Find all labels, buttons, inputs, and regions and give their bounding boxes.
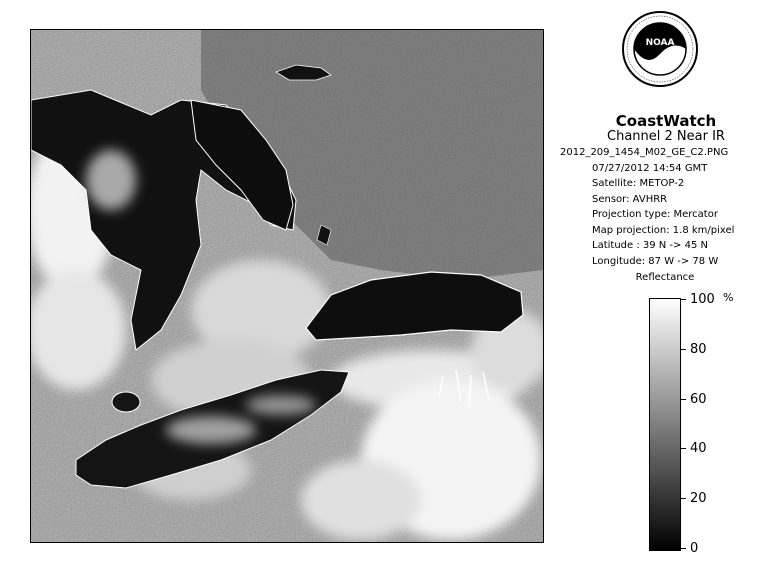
channel-subtitle: Channel 2 Near IR: [607, 129, 725, 144]
colorbar-tick-label: 40: [690, 441, 707, 456]
colorbar-tick-label: 60: [690, 392, 707, 407]
svg-text:NOAA: NOAA: [645, 38, 675, 48]
map-projection: Map projection: 1.8 km/pixel: [592, 224, 735, 236]
colorbar-tick: [680, 498, 686, 499]
colorbar-tick-label: 20: [690, 491, 707, 506]
colorbar-tick-label: 100: [690, 292, 715, 307]
lake-st-clair: [112, 392, 140, 412]
colorbar-tick-label: 80: [690, 342, 707, 357]
datetime: 07/27/2012 14:54 GMT: [592, 162, 708, 174]
sensor: Sensor: AVHRR: [592, 193, 668, 205]
colorbar-unit: %: [723, 291, 734, 304]
metadata-block: [560, 145, 778, 269]
colorbar-tick: [680, 299, 686, 300]
satellite-map: [30, 29, 544, 543]
colorbar-tick: [680, 349, 686, 350]
noaa-logo: [621, 10, 699, 88]
projection-type: Projection type: Mercator: [592, 209, 718, 220]
longitude: Longitude: 87 W -> 78 W: [592, 255, 719, 267]
colorbar-title: Reflectance: [635, 272, 695, 283]
latitude: Latitude : 39 N -> 45 N: [592, 240, 708, 251]
colorbar-tick: [680, 399, 686, 400]
satellite: Satellite: METOP-2: [592, 178, 685, 189]
colorbar-tick: [680, 548, 686, 549]
reflectance-colorbar: [649, 298, 681, 551]
colorbar-tick: [680, 448, 686, 449]
colorbar-tick-label: 0: [690, 541, 699, 556]
filename: 2012_209_1454_M02_GE_C2.PNG: [560, 147, 729, 158]
page-title: CoastWatch: [615, 112, 717, 130]
